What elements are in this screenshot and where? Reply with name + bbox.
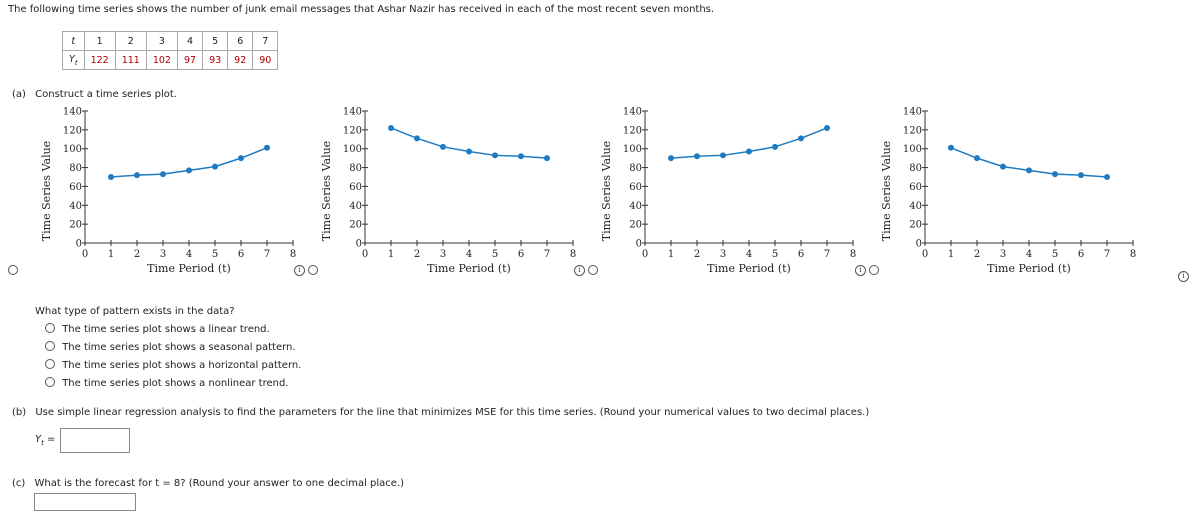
data-point <box>720 152 726 158</box>
x-tick-label: 4 <box>745 249 753 260</box>
plot-option-2[interactable] <box>280 100 580 290</box>
data-point <box>134 172 140 178</box>
table-row-t <box>63 32 278 51</box>
option-label: The time series plot shows a nonlinear trend. <box>62 378 289 389</box>
plot-radio-2[interactable] <box>308 265 318 275</box>
plot-option-1[interactable] <box>0 100 300 290</box>
trend-equation-label <box>35 434 55 447</box>
x-tick-label: 5 <box>1051 249 1059 260</box>
part-c-heading <box>12 478 404 489</box>
plot-radio-3[interactable] <box>588 265 598 275</box>
x-axis-title: Time Period (t) <box>427 262 511 275</box>
t-cell: 1 <box>84 32 115 51</box>
y-tick-label: 100 <box>902 144 922 156</box>
x-tick-label: 4 <box>1025 249 1033 260</box>
data-point <box>1052 171 1058 177</box>
y-tick-label: 20 <box>909 219 922 231</box>
y-tick-label: 60 <box>349 181 362 193</box>
data-point <box>1026 167 1032 173</box>
x-tick-label: 7 <box>263 249 271 260</box>
data-point <box>1078 172 1084 178</box>
table-row-y <box>63 51 278 70</box>
y-header-letter: Y <box>69 53 75 65</box>
y-axis-title: Time Series Value <box>40 140 53 242</box>
info-icon[interactable]: i <box>294 265 305 276</box>
y-tick-label: 120 <box>62 125 82 137</box>
y-tick-label: 60 <box>909 181 922 193</box>
plot-radio-1[interactable] <box>8 265 18 275</box>
option-label: The time series plot shows a horizontal pattern. <box>62 360 302 371</box>
data-point <box>798 135 804 141</box>
part-b-label: (b) <box>12 407 27 418</box>
y-cell: 93 <box>203 51 228 70</box>
part-c-text: What is the forecast for t = 8? (Round your answer to one decimal place.) <box>34 478 405 489</box>
data-point <box>108 174 114 180</box>
data-point <box>388 125 394 131</box>
data-point <box>238 155 244 161</box>
data-point <box>824 125 830 131</box>
data-point <box>746 149 752 155</box>
plot-radio-4[interactable] <box>869 265 879 275</box>
y-cell: 90 <box>253 51 278 70</box>
pattern-option-2[interactable] <box>45 341 296 353</box>
y-tick-label: 140 <box>622 106 642 118</box>
x-tick-label: 2 <box>693 249 701 260</box>
x-tick-label: 5 <box>491 249 499 260</box>
x-tick-label: 1 <box>667 249 675 260</box>
x-axis-title: Time Period (t) <box>147 262 231 275</box>
data-point <box>1000 164 1006 170</box>
x-tick-label: 0 <box>921 249 929 260</box>
x-axis-title: Time Period (t) <box>707 262 791 275</box>
data-point <box>466 149 472 155</box>
y-tick-label: 40 <box>69 200 82 212</box>
y-tick-label: 100 <box>62 144 82 156</box>
info-icon[interactable]: i <box>574 265 585 276</box>
y-tick-label: 100 <box>342 144 362 156</box>
x-tick-label: 3 <box>159 249 167 260</box>
x-tick-label: 7 <box>823 249 831 260</box>
data-point <box>772 144 778 150</box>
data-point <box>668 155 674 161</box>
y-symbol: Y <box>35 434 42 445</box>
x-tick-label: 5 <box>771 249 779 260</box>
y-tick-label: 60 <box>69 181 82 193</box>
y-tick-label: 40 <box>349 200 362 212</box>
part-c-label: (c) <box>12 478 26 489</box>
t-cell: 6 <box>228 32 253 51</box>
x-tick-label: 0 <box>641 249 649 260</box>
time-series-table <box>62 31 278 70</box>
data-point <box>544 155 550 161</box>
radio-button[interactable] <box>45 377 55 387</box>
part-b-heading <box>12 407 869 418</box>
y-cell: 111 <box>115 51 146 70</box>
info-icon[interactable]: i <box>855 265 866 276</box>
x-tick-label: 3 <box>719 249 727 260</box>
pattern-option-3[interactable] <box>45 359 301 371</box>
data-point <box>518 153 524 159</box>
y-tick-label: 0 <box>915 238 922 250</box>
x-tick-label: 5 <box>211 249 219 260</box>
info-icon[interactable]: i <box>1178 271 1189 282</box>
data-point <box>948 145 954 151</box>
y-axis-title: Time Series Value <box>320 140 333 242</box>
x-tick-label: 3 <box>439 249 447 260</box>
t-cell: 4 <box>177 32 202 51</box>
t-header: t <box>63 32 85 51</box>
y-header <box>63 51 85 70</box>
part-a-heading <box>12 89 177 100</box>
y-header-sub: t <box>74 58 78 67</box>
option-label: The time series plot shows a linear trend. <box>62 324 270 335</box>
y-cell: 122 <box>84 51 115 70</box>
x-tick-label: 0 <box>361 249 369 260</box>
data-point <box>414 135 420 141</box>
y-tick-label: 80 <box>349 163 362 175</box>
y-tick-label: 20 <box>349 219 362 231</box>
y-tick-label: 0 <box>635 238 642 250</box>
data-point <box>492 152 498 158</box>
y-tick-label: 100 <box>622 144 642 156</box>
data-point <box>974 155 980 161</box>
y-tick-label: 20 <box>69 219 82 231</box>
y-tick-label: 80 <box>69 163 82 175</box>
y-tick-label: 0 <box>355 238 362 250</box>
part-a-label: (a) <box>12 89 26 100</box>
t-cell: 5 <box>203 32 228 51</box>
y-tick-label: 40 <box>629 200 642 212</box>
data-point <box>1104 174 1110 180</box>
y-tick-label: 140 <box>342 106 362 118</box>
x-tick-label: 6 <box>237 249 245 260</box>
data-point <box>186 167 192 173</box>
x-tick-label: 2 <box>133 249 141 260</box>
y-subscript: t <box>41 439 44 447</box>
y-axis-title: Time Series Value <box>880 140 893 242</box>
plot-option-3[interactable] <box>560 100 860 290</box>
forecast-input[interactable] <box>34 493 136 511</box>
y-tick-label: 120 <box>622 125 642 137</box>
y-tick-label: 80 <box>909 163 922 175</box>
y-tick-label: 80 <box>629 163 642 175</box>
x-axis-title: Time Period (t) <box>987 262 1071 275</box>
y-cell: 92 <box>228 51 253 70</box>
data-point <box>440 144 446 150</box>
radio-button[interactable] <box>45 359 55 369</box>
y-tick-label: 140 <box>902 106 922 118</box>
x-tick-label: 0 <box>81 249 89 260</box>
t-cell: 3 <box>146 32 177 51</box>
pattern-option-4[interactable] <box>45 377 289 389</box>
plot-option-4[interactable] <box>840 100 1140 290</box>
intro-text: The following time series shows the number of junk email messages that Ashar Nazir has received in each of the most recent seven months. <box>8 4 715 15</box>
y-tick-label: 0 <box>75 238 82 250</box>
pattern-question: What type of pattern exists in the data? <box>35 306 235 317</box>
y-tick-label: 60 <box>629 181 642 193</box>
y-tick-label: 140 <box>62 106 82 118</box>
part-a-text: Construct a time series plot. <box>35 89 177 100</box>
x-tick-label: 2 <box>413 249 421 260</box>
t-cell: 2 <box>115 32 146 51</box>
x-tick-label: 8 <box>289 249 297 260</box>
t-cell: 7 <box>253 32 278 51</box>
x-tick-label: 3 <box>999 249 1007 260</box>
x-tick-label: 1 <box>107 249 115 260</box>
x-tick-label: 7 <box>543 249 551 260</box>
data-point <box>264 145 270 151</box>
y-axis-title: Time Series Value <box>600 140 613 242</box>
y-cell: 102 <box>146 51 177 70</box>
x-tick-label: 4 <box>465 249 473 260</box>
y-cell: 97 <box>177 51 202 70</box>
radio-button[interactable] <box>45 341 55 351</box>
x-tick-label: 4 <box>185 249 193 260</box>
x-tick-label: 1 <box>387 249 395 260</box>
data-point <box>694 153 700 159</box>
x-tick-label: 2 <box>973 249 981 260</box>
x-tick-label: 6 <box>517 249 525 260</box>
data-point <box>212 164 218 170</box>
radio-button[interactable] <box>45 323 55 333</box>
x-tick-label: 8 <box>849 249 857 260</box>
data-point <box>160 171 166 177</box>
y-tick-label: 120 <box>342 125 362 137</box>
option-label: The time series plot shows a seasonal pattern. <box>62 342 296 353</box>
trend-equation-input[interactable] <box>60 428 130 453</box>
x-tick-label: 7 <box>1103 249 1111 260</box>
y-tick-label: 20 <box>629 219 642 231</box>
pattern-option-1[interactable] <box>45 323 270 335</box>
x-tick-label: 8 <box>569 249 577 260</box>
x-tick-label: 6 <box>797 249 805 260</box>
x-tick-label: 1 <box>947 249 955 260</box>
x-tick-label: 6 <box>1077 249 1085 260</box>
y-tick-label: 40 <box>909 200 922 212</box>
part-b-text: Use simple linear regression analysis to find the parameters for the line that minimizes MSE for this time series. (Round your numerical values to two decimal places.) <box>35 407 870 418</box>
equals-sign: = <box>47 434 56 445</box>
y-tick-label: 120 <box>902 125 922 137</box>
x-tick-label: 8 <box>1129 249 1137 260</box>
